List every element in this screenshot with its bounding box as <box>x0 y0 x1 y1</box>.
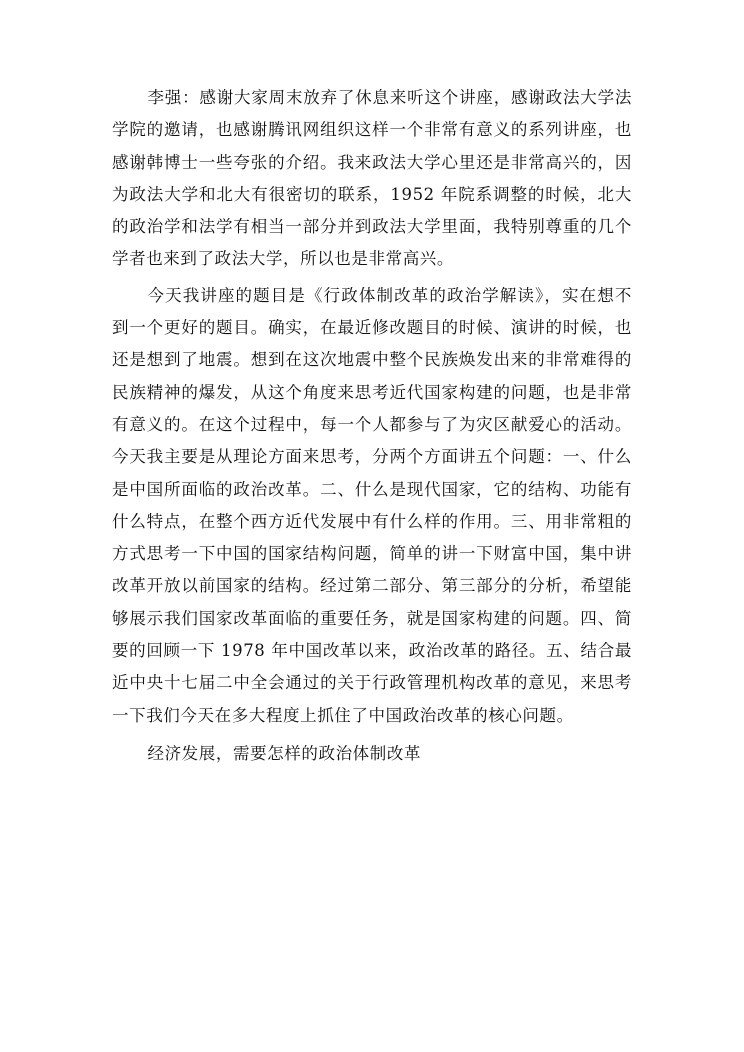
paragraph-1: 李强：感谢大家周末放弃了休息来听这个讲座，感谢政法大学法学院的邀请，也感谢腾讯网组织这样一个非常有意义的系列讲座，也感谢韩博士一些夸张的介绍。我来政法大学心里还是非常高兴的，因为政法大学和北大有很密切的联系，1952 年院系调整的时候，北大的政治学和法学有相当一部分并到政法大学里面，我特别尊重的几个学者也来到了政法大学，所以也是非常高兴。 <box>112 88 632 269</box>
document-body <box>112 82 632 770</box>
section-heading: 经济发展，需要怎样的政治体制改革 <box>147 743 422 763</box>
paragraph-2: 今天我讲座的题目是《行政体制改革的政治学解读》，实在想不到一个更好的题目。确实，在最近修改题目的时候、演讲的时候，也还是想到了地震。想到在这次地震中整个民族焕发出来的非常难得的民族精神的爆发，从这个角度来思考近代国家构建的问题，也是非常有意义的。在这个过程中，每一个人都参与了为灾区献爱心的活动。今天我主要是从理论方面来思考，分两个方面讲五个问题：一、什么是中国所面临的政治改革。二、什么是现代国家，它的结构、功能有什么特点，在整个西方近代发展中有什么样的作用。三、用非常粗的方式思考一下中国的国家结构问题，简单的讲一下财富中国，集中讲改革开放以前国家的结构。经过第二部分、第三部分的分析，希望能够展示我们国家改革面临的重要任务，就是国家构建的问题。四、简要的回顾一下 1978 年中国改革以来，政治改革的路径。五、结合最近中央十七届二中全会通过的关于行政管理机构改革的意见，来思考一下我们今天在多大程度上抓住了中国政治改革的核心问题。 <box>112 285 632 725</box>
